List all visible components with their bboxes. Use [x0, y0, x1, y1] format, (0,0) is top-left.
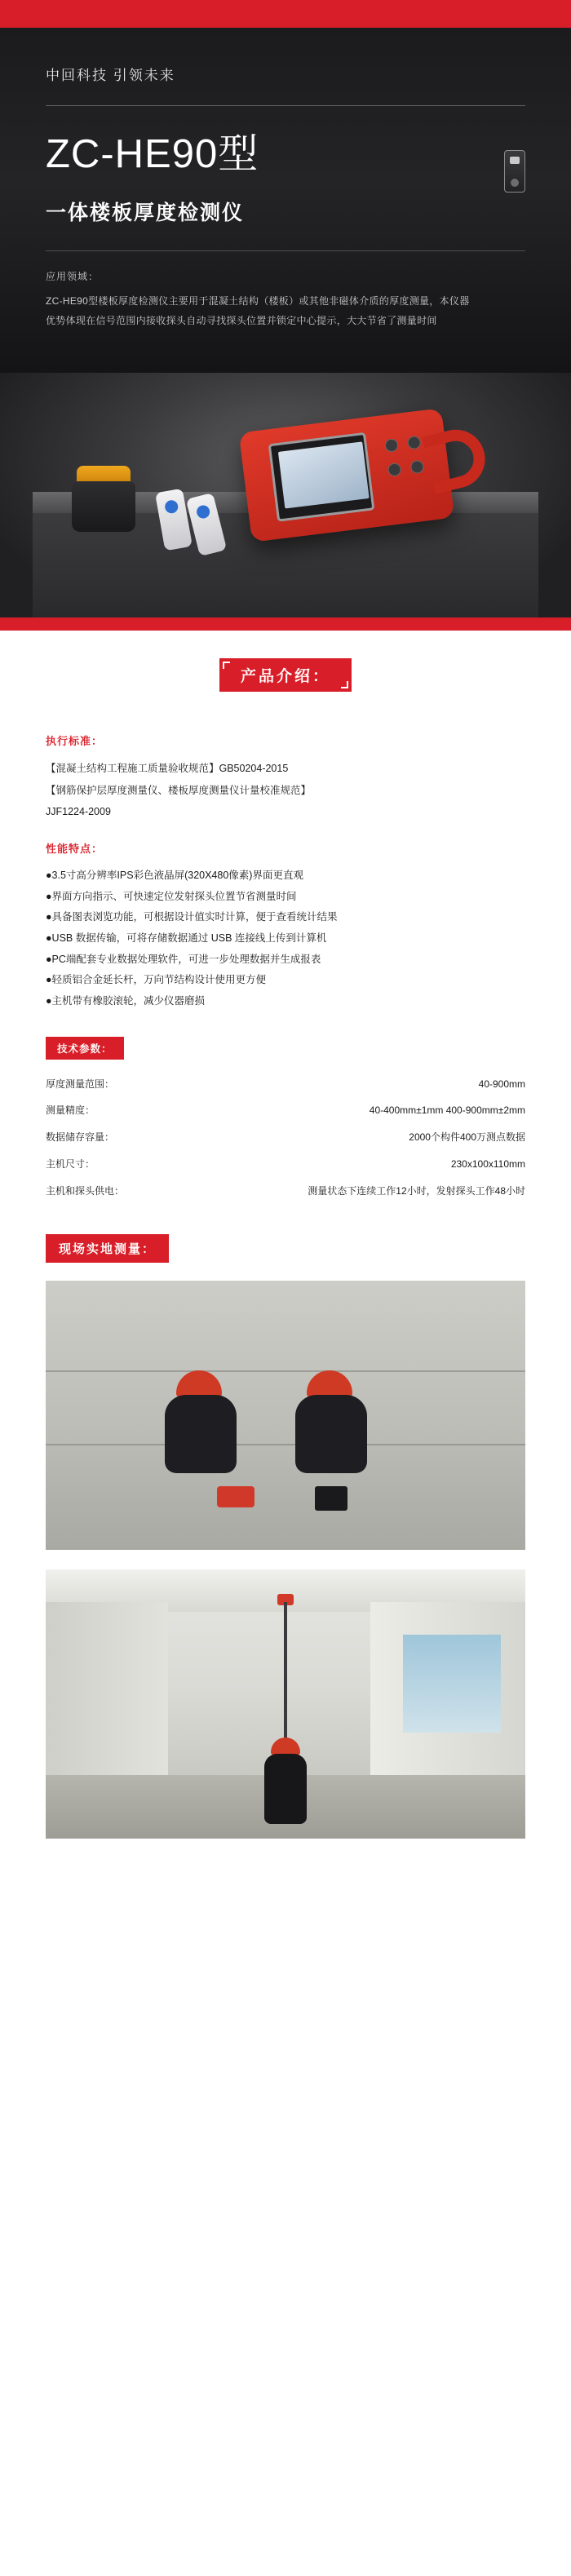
product-intro-heading-wrap: [0, 631, 571, 715]
field-photo-2: [46, 1569, 525, 1839]
instrument-screen-display: [278, 442, 370, 509]
param-label: 主机尺寸：: [46, 1157, 95, 1170]
wall-left: [46, 1602, 168, 1782]
hero-divider-top: [46, 105, 525, 106]
device-icon: [504, 150, 525, 193]
instrument-button-2: [407, 436, 422, 450]
table-row: [46, 1071, 525, 1098]
param-label: 主机和探头供电：: [46, 1184, 125, 1197]
feature-item: ●主机带有橡胶滚轮，减少仪器磨损: [46, 994, 206, 1007]
worker-2: [282, 1370, 380, 1493]
feature-item: ●3.5寸高分辨率IPS彩色液晶屏(320X480像素)界面更直观: [46, 870, 303, 882]
extension-pole: [284, 1602, 287, 1739]
instrument-button-1: [384, 439, 399, 454]
top-red-bar: [0, 0, 571, 28]
corner-mark-bottom-right: [341, 681, 348, 688]
instrument-button-4: [409, 460, 424, 475]
product-photo: [0, 373, 571, 617]
product-title: ZC-HE90型: [46, 132, 259, 176]
field-section: [0, 1205, 571, 1281]
param-label: 测量精度：: [46, 1104, 95, 1117]
table-row: [46, 1097, 525, 1124]
param-value: 40-400mm±1mm 400-900mm±2mm: [369, 1104, 525, 1117]
feature-item: ●具备图表浏览功能，可根据设计值实时计算，便于查看统计结果: [46, 911, 338, 923]
param-value: 230x100x110mm: [450, 1157, 525, 1170]
param-value: 测量状态下连续工作12小时，发射探头工作48小时: [308, 1184, 525, 1197]
hero-section: [0, 28, 571, 373]
worker-body: [165, 1395, 237, 1473]
content-area: [0, 733, 571, 1204]
probe-body: [72, 481, 135, 532]
table-row: [46, 1151, 525, 1178]
helmet-icon: [307, 1370, 352, 1398]
feature-title: 性能特点：: [46, 843, 104, 856]
helmet-icon: [271, 1737, 300, 1755]
field-photo-1: [46, 1281, 525, 1550]
product-intro-heading: 产品介绍：: [219, 658, 352, 692]
tech-params-heading: 技术参数：: [46, 1037, 124, 1060]
param-value: 2000个构件400万测点数据: [409, 1131, 525, 1144]
table-row: [46, 1124, 525, 1151]
product-subtitle: 一体楼板厚度检测仪: [46, 201, 245, 225]
worker-1: [152, 1370, 250, 1493]
param-label: 数据储存容量：: [46, 1131, 115, 1144]
application-description: ZC-HE90型楼板厚度检测仪主要用于混凝土结构（楼板）或其他非磁体介质的厚度测量，本仪器优势体现在信号范围内接收探头自动寻找探头位置并锁定中心提示，大大节省了测量时间: [46, 295, 470, 327]
worker-body: [295, 1395, 367, 1473]
hero-divider-bottom: [46, 250, 525, 251]
application-field-label: 应用领域：: [46, 271, 100, 283]
instrument-button-3: [387, 463, 402, 477]
handheld-display: [315, 1486, 347, 1511]
param-value: 40-900mm: [478, 1078, 525, 1090]
measuring-device: [217, 1486, 255, 1507]
feature-item: ●轻质铝合金延长杆，万向节结构设计使用更方便: [46, 974, 267, 986]
standard-title: 执行标准：: [46, 735, 104, 748]
param-label: 厚度测量范围：: [46, 1078, 115, 1090]
window: [403, 1635, 501, 1733]
feature-item: ●PC端配套专业数据处理软件，可进一步处理数据并生成报表: [46, 953, 321, 965]
standard-item: 【钢筋保护层厚度测量仪、楼板厚度测量仪计量校准规范】: [46, 784, 312, 796]
standard-item: JJF1224-2009: [46, 805, 111, 817]
person-body: [264, 1754, 307, 1824]
instrument-screen: [268, 432, 375, 522]
helmet-icon: [176, 1370, 222, 1398]
red-divider: [0, 617, 571, 631]
feature-item: ●界面方向指示、可快速定位发射探头位置节省测量时间: [46, 890, 297, 902]
corner-mark-top-left: [223, 662, 230, 669]
tech-params-table: [46, 1071, 525, 1205]
standard-item: 【混凝土结构工程施工质量验收规范】GB50204-2015: [46, 763, 289, 775]
table-row: [46, 1178, 525, 1205]
feature-item: ●USB 数据传输，可将存储数据通过 USB 连接线上传到计算机: [46, 932, 327, 945]
instrument-handle: [422, 423, 491, 494]
company-slogan: 中回科技 引领未来: [46, 68, 175, 83]
bottom-spacer: [0, 1858, 571, 1881]
field-section-heading: 现场实地测量：: [46, 1234, 169, 1263]
